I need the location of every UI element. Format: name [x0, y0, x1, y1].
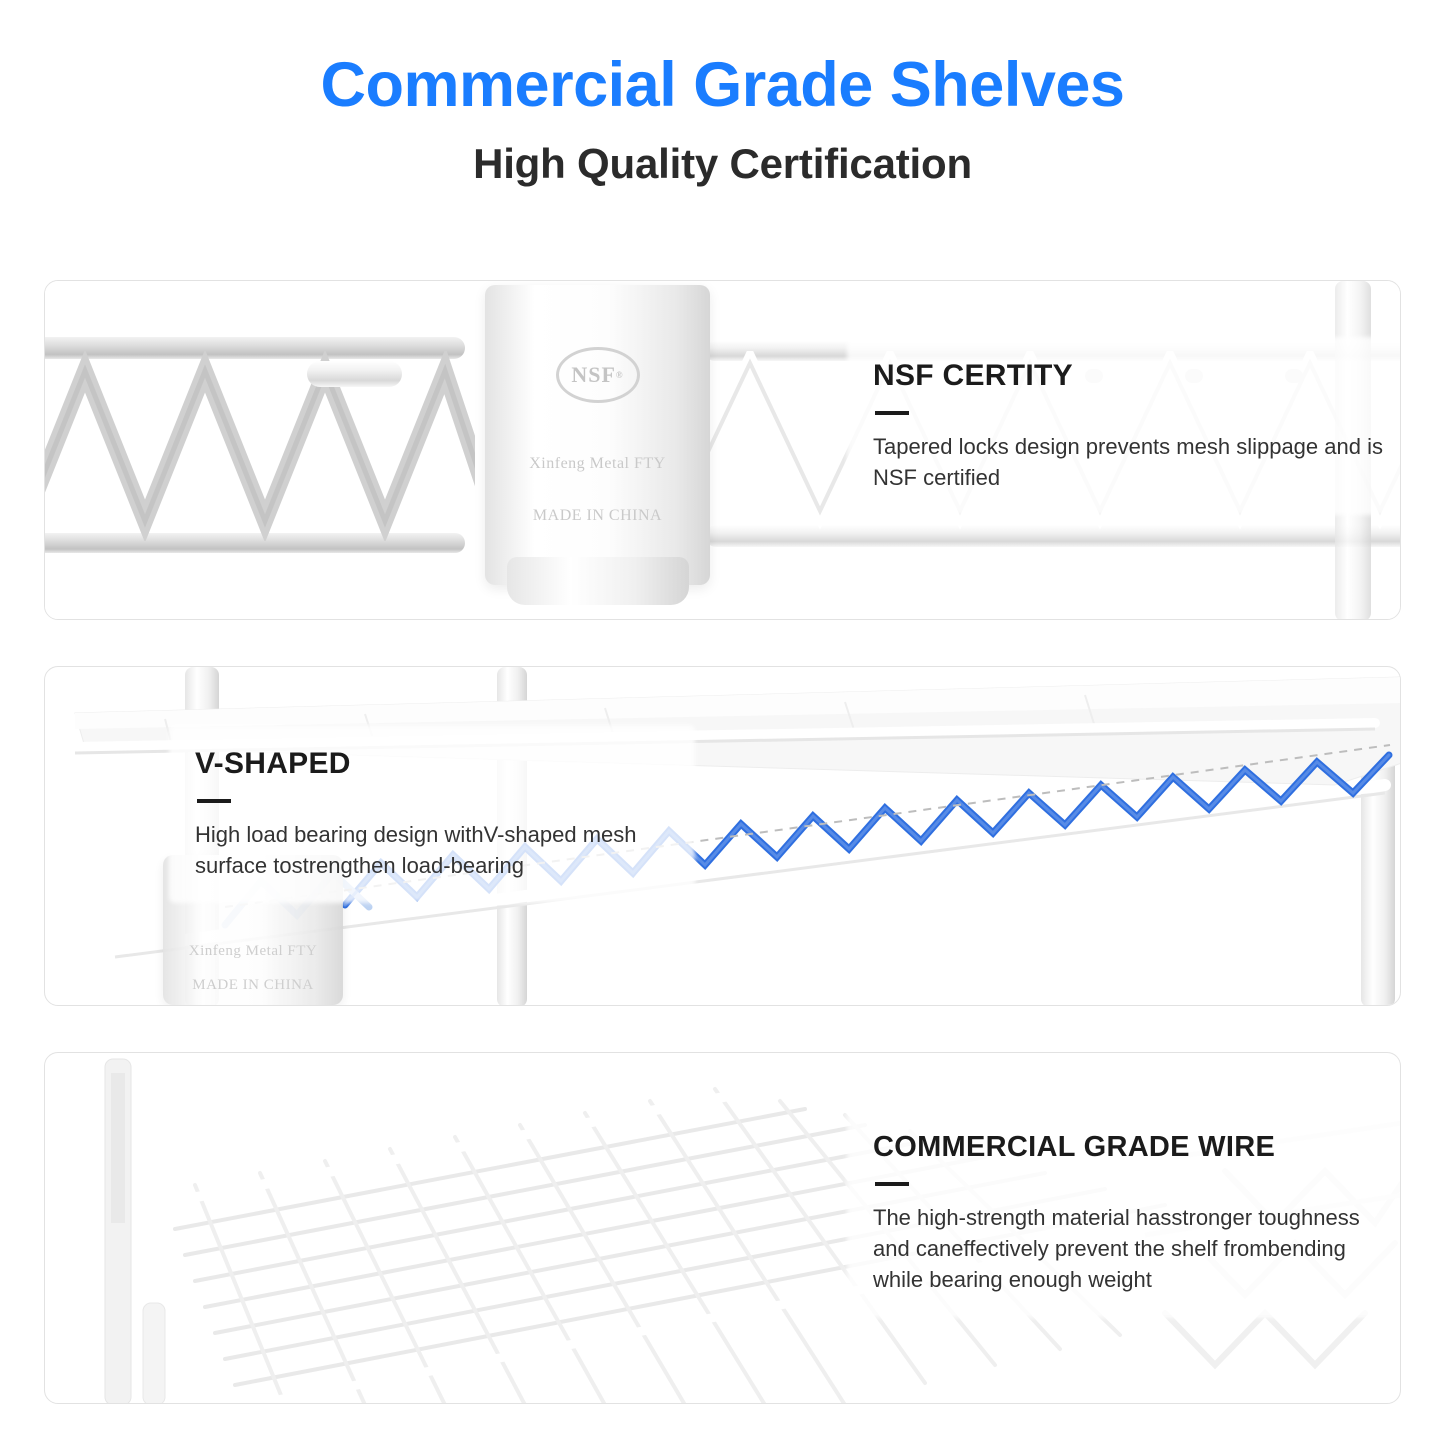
page-title: Commercial Grade Shelves — [320, 50, 1125, 120]
callout-divider — [875, 1182, 909, 1186]
collar-brand-text: Xinfeng Metal FTY — [529, 455, 666, 472]
callout-v-shaped-body: High load bearing design withV-shaped mesh surface tostrengthen load-bearing — [195, 822, 637, 879]
callout-commercial-wire-body: The high-strength material hasstronger toughness and caneffectively prevent the shelf frombending while bearing enough weight — [873, 1205, 1360, 1293]
callout-commercial-wire-title: COMMERCIAL GRADE WIRE — [873, 1131, 1276, 1163]
callout-divider — [197, 799, 231, 803]
page-header — [0, 0, 1445, 188]
callout-commercial-wire — [873, 1131, 1400, 1296]
collar-brand-text-2: Xinfeng Metal FTY — [188, 943, 318, 959]
callout-nsf-title: NSF CERTITY — [873, 359, 1073, 392]
page-subtitle: High Quality Certification — [473, 140, 972, 188]
feature-panel-commercial-wire — [44, 1052, 1401, 1404]
mesh-zigzag-left — [45, 351, 475, 541]
callout-v-shaped-title: V-SHAPED — [195, 747, 351, 780]
tapered-lock-collar — [485, 285, 710, 585]
feature-panel-v-shaped — [44, 666, 1401, 1006]
collar-origin-text: MADE IN CHINA — [532, 507, 663, 524]
feature-panel-nsf — [44, 280, 1401, 620]
nsf-badge: NSF ® — [556, 347, 640, 403]
callout-nsf-body: Tapered locks design prevents mesh slippage and is NSF certified — [873, 434, 1383, 491]
callout-divider — [875, 411, 909, 415]
collar-origin-text-2: MADE IN CHINA — [192, 977, 314, 993]
callout-nsf — [873, 359, 1400, 493]
callout-v-shaped — [195, 747, 665, 881]
